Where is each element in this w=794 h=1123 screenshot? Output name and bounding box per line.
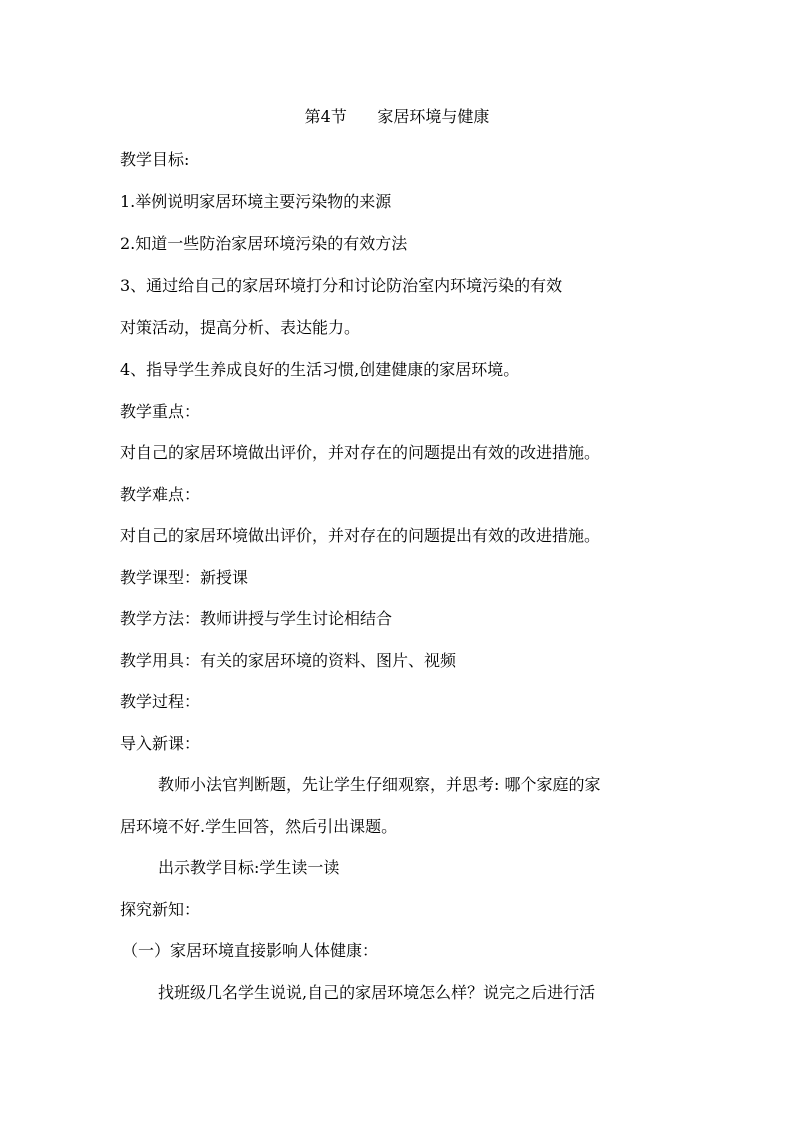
objective-3-continued: 对策活动，提高分析、表达能力。 bbox=[120, 318, 361, 337]
heading-explore: 探究新知： bbox=[120, 900, 201, 919]
introduction-paragraph: 教师小法官判断题，先让学生仔细观察，并思考: 哪个家庭的家 bbox=[158, 775, 601, 794]
teaching-method: 教学方法：教师讲授与学生讨论相结合 bbox=[120, 609, 393, 628]
objective-4: 4、指导学生养成良好的生活习惯,创建健康的家居环境。 bbox=[120, 360, 520, 379]
objective-3: 3、通过给自己的家居环境打分和讨论防治室内环境污染的有效 bbox=[120, 276, 563, 295]
objective-2: 2.知道一些防治家居环境污染的有效方法 bbox=[120, 234, 408, 253]
document-title: 第4节 家居环境与健康 bbox=[304, 107, 490, 126]
section-one-paragraph: 找班级几名学生说说,自己的家居环境怎么样？说完之后进行活 bbox=[158, 983, 596, 1002]
section-one-heading: （一）家居环境直接影响人体健康： bbox=[122, 941, 379, 960]
introduction-paragraph-continued: 居环境不好.学生回答，然后引出课题。 bbox=[120, 817, 398, 836]
teaching-tools: 教学用具：有关的家居环境的资料、图片、视频 bbox=[120, 651, 457, 670]
show-objectives: 出示教学目标:学生读一读 bbox=[158, 858, 340, 877]
heading-difficulties: 教学难点： bbox=[120, 485, 201, 504]
objective-1: 1.举例说明家居环境主要污染物的来源 bbox=[120, 192, 392, 211]
heading-objectives: 教学目标: bbox=[120, 150, 190, 169]
key-points-text: 对自己的家居环境做出评价，并对存在的问题提出有效的改进措施。 bbox=[120, 443, 601, 462]
lesson-type: 教学课型：新授课 bbox=[120, 568, 249, 587]
heading-key-points: 教学重点： bbox=[120, 402, 201, 421]
difficulties-text: 对自己的家居环境做出评价，并对存在的问题提出有效的改进措施。 bbox=[120, 526, 601, 545]
heading-introduction: 导入新课： bbox=[120, 734, 201, 753]
heading-process: 教学过程： bbox=[120, 692, 201, 711]
